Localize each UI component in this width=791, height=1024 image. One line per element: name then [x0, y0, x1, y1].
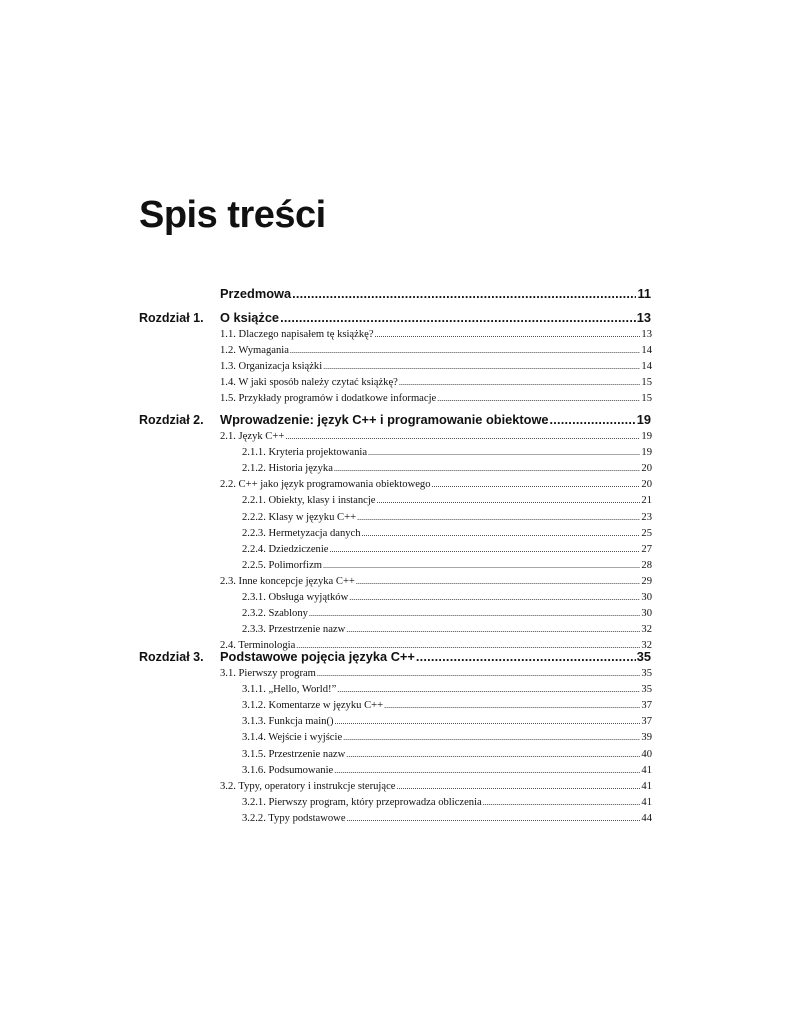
toc-entry-page: 13: [641, 329, 652, 340]
dot-leader: [290, 346, 641, 355]
dot-leader: [280, 310, 636, 325]
dot-leader: [337, 685, 640, 694]
toc-entry-page: 35: [641, 668, 652, 679]
toc-entry-label: 2.2.5. Polimorfizm: [242, 559, 323, 571]
toc-entry-subsection[interactable]: [242, 624, 652, 635]
toc-entry-section[interactable]: [220, 393, 652, 404]
toc-entry-page: 23: [641, 511, 652, 523]
dot-leader: [346, 625, 640, 634]
chapter-number-label: Rozdział 3.: [139, 650, 204, 664]
toc-entry-label: 2.1.1. Kryteria projektowania: [242, 447, 368, 459]
dot-leader: [335, 717, 641, 726]
toc-entry-page: 41: [641, 796, 652, 808]
toc-entry-page: 19: [641, 431, 652, 442]
dot-leader: [362, 529, 641, 538]
toc-entry-chapter[interactable]: [220, 649, 651, 664]
toc-entry-subsection[interactable]: [242, 447, 652, 458]
toc-entry-label: 2.2. C++ jako język programowania obiektowego: [220, 479, 431, 491]
toc-entry-preface[interactable]: [220, 286, 651, 301]
toc-entry-label: 2.4. Terminologia: [220, 640, 296, 652]
toc-entry-label: O książce: [220, 310, 280, 325]
toc-entry-subsection[interactable]: [242, 512, 652, 523]
page-title: Spis treści: [139, 194, 326, 236]
dot-leader: [309, 609, 640, 618]
toc-entry-label: 1.4. W jaki sposób należy czytać książkę?: [220, 377, 398, 389]
toc-entry-label: 1.1. Dlaczego napisałem tę książkę?: [220, 329, 374, 340]
toc-entry-subsection[interactable]: [242, 749, 652, 760]
toc-entry-section[interactable]: [220, 361, 652, 372]
dot-leader: [483, 798, 641, 807]
toc-entry-label: 2.3.3. Przestrzenie nazw: [242, 624, 346, 636]
toc-entry-subsection[interactable]: [242, 495, 652, 506]
toc-entry-label: 3.1.6. Podsumowanie: [242, 764, 334, 776]
dot-leader: [317, 669, 640, 678]
toc-entry-label: Wprowadzenie: język C++ i programowanie obiektowe: [220, 412, 549, 427]
toc-entry-label: 3.2.2. Typy podstawowe: [242, 812, 346, 824]
toc-entry-page: 13: [636, 310, 651, 325]
dot-leader: [384, 701, 640, 710]
dot-leader: [292, 286, 636, 301]
toc-entry-page: 20: [641, 463, 652, 475]
dot-leader: [334, 766, 640, 775]
toc-entry-chapter[interactable]: [220, 412, 651, 427]
toc-entry-section[interactable]: [220, 781, 652, 792]
toc-entry-label: 2.2.3. Hermetyzacja danych: [242, 527, 361, 539]
toc-entry-label: 3.1.3. Funkcja main(): [242, 716, 334, 728]
dot-leader: [356, 577, 641, 586]
toc-entry-page: 21: [641, 495, 652, 507]
dot-leader: [323, 561, 640, 570]
toc-entry-section[interactable]: [220, 668, 652, 679]
toc-entry-subsection[interactable]: [242, 700, 652, 711]
dot-leader: [396, 782, 640, 791]
dot-leader: [437, 394, 640, 403]
toc-entry-subsection[interactable]: [242, 463, 652, 474]
toc-entry-subsection[interactable]: [242, 732, 652, 743]
toc-entry-subsection[interactable]: [242, 765, 652, 776]
toc-entry-section[interactable]: [220, 345, 652, 356]
toc-entry-subsection[interactable]: [242, 797, 652, 808]
toc-entry-subsection[interactable]: [242, 528, 652, 539]
toc-entry-page: 11: [637, 286, 651, 301]
toc-entry-page: 41: [641, 780, 652, 792]
dot-leader: [323, 362, 640, 371]
toc-entry-page: 25: [641, 527, 652, 539]
toc-entry-label: 2.2.4. Dziedziczenie: [242, 543, 329, 555]
toc-entry-label: 2.2.1. Obiekty, klasy i instancje: [242, 495, 376, 507]
toc-entry-label: 2.1.2. Historia języka: [242, 463, 333, 475]
dot-leader: [376, 496, 640, 505]
toc-entry-page: 41: [641, 764, 652, 776]
dot-leader: [343, 733, 640, 742]
toc-entry-page: 35: [641, 684, 652, 696]
toc-entry-subsection[interactable]: [242, 813, 652, 824]
toc-entry-page: 29: [641, 575, 652, 587]
toc-entry-label: 3.1.5. Przestrzenie nazw: [242, 748, 346, 760]
dot-leader: [334, 464, 641, 473]
dot-leader: [285, 432, 640, 441]
toc-entry-subsection[interactable]: [242, 560, 652, 571]
chapter-number-label: Rozdział 1.: [139, 311, 204, 325]
chapter-number-label: Rozdział 2.: [139, 413, 204, 427]
toc-entry-label: 3.1.4. Wejście i wyjście: [242, 732, 343, 744]
toc-entry-page: 19: [636, 412, 651, 427]
toc-entry-label: 2.3. Inne koncepcje języka C++: [220, 575, 355, 587]
toc-entry-label: 3.2. Typy, operatory i instrukcje sterujące: [220, 780, 396, 792]
toc-entry-page: 30: [641, 608, 652, 620]
dot-leader: [375, 330, 641, 339]
toc-entry-label: 2.2.2. Klasy w języku C++: [242, 511, 357, 523]
toc-entry-label: 3.2.1. Pierwszy program, który przeprowadza obliczenia: [242, 796, 482, 808]
toc-entry-section[interactable]: [220, 479, 652, 490]
toc-entry-page: 35: [636, 649, 651, 664]
toc-entry-page: 39: [641, 732, 652, 744]
toc-entry-page: 37: [641, 700, 652, 712]
toc-entry-label: Podstawowe pojęcia języka C++: [220, 649, 415, 664]
toc-entry-section[interactable]: [220, 329, 652, 340]
toc-entry-page: 19: [641, 447, 652, 459]
toc-entry-page: 27: [641, 543, 652, 555]
toc-entry-section[interactable]: [220, 576, 652, 587]
dot-leader: [349, 593, 640, 602]
toc-entry-subsection[interactable]: [242, 592, 652, 603]
toc-entry-subsection[interactable]: [242, 716, 652, 727]
toc-entry-section[interactable]: [220, 431, 652, 442]
toc-entry-subsection[interactable]: [242, 684, 652, 695]
toc-entry-page: 30: [641, 592, 652, 603]
dot-leader: [347, 814, 641, 823]
toc-entry-page: 15: [641, 377, 652, 389]
toc-entry-chapter[interactable]: [220, 310, 651, 325]
toc-entry-label: 3.1.1. „Hello, World!”: [242, 684, 337, 696]
dot-leader: [368, 448, 640, 457]
toc-entry-label: 1.5. Przykłady programów i dodatkowe informacje: [220, 393, 437, 405]
toc-entry-label: 2.1. Język C++: [220, 431, 285, 442]
toc-entry-label: 1.2. Wymagania: [220, 345, 289, 357]
toc-entry-subsection[interactable]: [242, 608, 652, 619]
toc-entry-label: 3.1. Pierwszy program: [220, 668, 316, 679]
toc-entry-page: 32: [641, 624, 652, 636]
toc-entry-label: 1.3. Organizacja książki: [220, 361, 323, 373]
dot-leader: [399, 378, 641, 387]
toc-entry-page: 44: [641, 812, 652, 824]
toc-entry-label: 3.1.2. Komentarze w języku C++: [242, 700, 384, 712]
dot-leader: [346, 750, 640, 759]
toc-entry-page: 32: [641, 640, 652, 652]
toc-entry-label: Przedmowa: [220, 286, 292, 301]
dot-leader: [550, 412, 636, 427]
toc-entry-page: 28: [641, 559, 652, 571]
toc-entry-label: 2.3.2. Szablony: [242, 608, 308, 620]
dot-leader: [357, 513, 640, 522]
dot-leader: [432, 480, 641, 489]
toc-entry-section[interactable]: [220, 377, 652, 388]
toc-entry-page: 20: [641, 479, 652, 491]
toc-entry-subsection[interactable]: [242, 544, 652, 555]
dot-leader: [329, 545, 640, 554]
toc-entry-page: 40: [641, 748, 652, 760]
dot-leader: [416, 649, 636, 664]
toc-entry-page: 15: [641, 393, 652, 405]
toc-entry-page: 14: [641, 361, 652, 373]
toc-entry-page: 37: [641, 716, 652, 728]
toc-entry-page: 14: [641, 345, 652, 357]
toc-entry-label: 2.3.1. Obsługa wyjątków: [242, 592, 349, 603]
